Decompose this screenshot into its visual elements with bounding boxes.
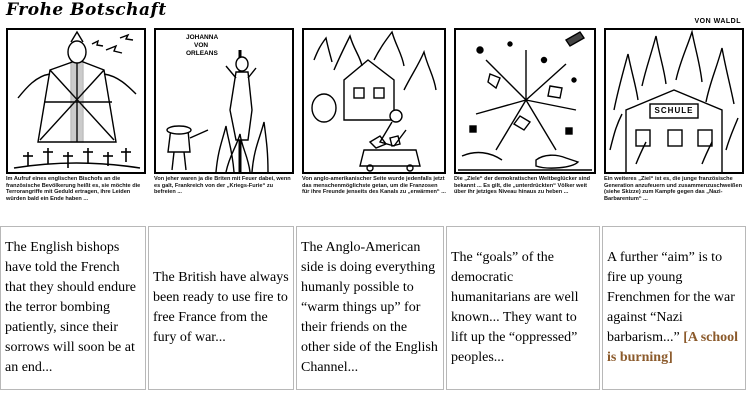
translation-text-5 [607,248,741,368]
joan-label: JOHANNA VON ORLEANS [186,34,219,57]
translation-text-3: The Anglo-American side is doing everything humanly possible to “warm things up” for their friends on the other side of the English Channel... [301,240,438,375]
panel-1-caption: Im Aufruf eines englischen Bischofs an die französische Bevölkerung heißt es, sie möchte die Terrorangriffe mit Geduld ertragen, ihre Leiden würden bald ein Ende haben ... [6,176,141,202]
school-sign: SCHULE [654,106,694,115]
panel-5-drawing [604,28,744,174]
translation-cell-5 [602,226,746,390]
panel-5-caption: Ein weiteres „Ziel“ ist es, die junge französische Generation anzufeuern und zusammenzuschweißen (siehe Skizze) zum Kampfe gegen das „Nazi-Barbarentum“ ... [604,176,743,202]
bishop-illustration [8,30,144,172]
cartoon-author: VON WALDL [694,18,741,25]
translation-cell-4 [446,226,600,390]
panel-2-caption: Von jeher waren ja die Briten mit Feuer dabei, wenn es galt, Frankreich von der „Kriegs-Furie“ zu befreien ... [154,176,291,196]
cartoon-title: Frohe Botschaft [6,0,167,20]
explosion-illustration [456,30,594,172]
burning-school-illustration [606,30,742,172]
translation-text-4: The “goals” of the democratic humanitarians are well known... They want to lift up the “oppressed” peoples... [451,250,579,365]
burning-house-illustration [304,30,444,172]
stake-illustration [156,30,292,172]
panel-4-caption: Die „Ziele“ der demokratischen Weltbeglücker sind bekannt ... Es gilt, die „unterdrückten“ Völker weit über ihr jetziges Niveau hinaus zu heben ... [454,176,591,196]
translation-text-2: The British have always been ready to use fire to free France from the fury of war... [153,270,289,345]
translation-cell-3 [296,226,444,390]
panel-3-drawing [302,28,446,174]
translation-text-1: The English bishops have told the French that they should endure the terror bombing patiently, since their sorrows will soon be at an end... [5,240,137,375]
panel-4-drawing [454,28,596,174]
panel-1-drawing [6,28,146,174]
translation-cell-2 [148,226,294,390]
translation-cell-1 [0,226,146,390]
panel-2-drawing [154,28,294,174]
panel-3-caption: Von anglo-amerikanischer Seite wurde jedenfalls jetzt das menschenmöglichste getan, um die Franzosen für ihre Freunde jenseits des Kanals zu „erwärmen“ ... [302,176,446,196]
translation-text-5-main: A further “aim” is to fire up young Frenchmen for the war against “Nazi barbarism...” [607,250,735,345]
translation-note: [A school is burning] [607,330,739,365]
